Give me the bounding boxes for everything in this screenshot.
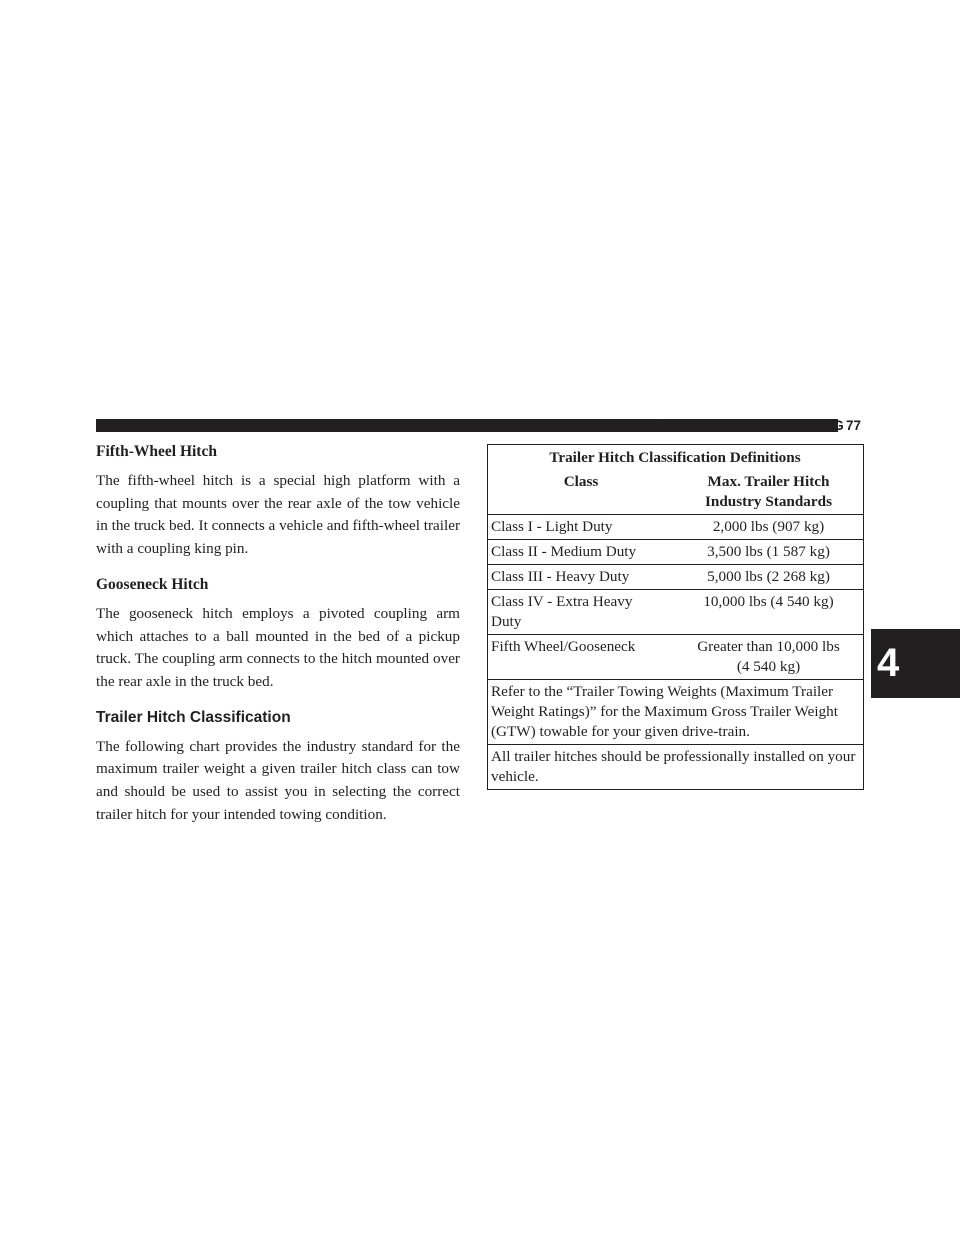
header-max-line1: Max. Trailer Hitch (707, 473, 830, 490)
table-row (488, 635, 864, 680)
classification-heading: Trailer Hitch Classification (96, 708, 291, 726)
table-row (488, 515, 864, 540)
header-max-line2: Industry Standards (704, 493, 833, 510)
max-weight-cell (675, 635, 864, 680)
class-cell: Fifth Wheel/Gooseneck (488, 635, 676, 680)
table-note-gtw: Refer to the “Trailer Towing Weights (Maximum Trailer Weight Ratings)” for the Maximum Gross Trailer Weight (GTW) towable for your given drive-train. (488, 680, 864, 745)
section-title: STARTING AND OPERATING (656, 418, 844, 433)
class-cell: Class I - Light Duty (488, 515, 676, 540)
table-note-row (488, 745, 864, 790)
table-row (488, 590, 864, 635)
max-weight-cell: 2,000 lbs (907 kg) (675, 515, 864, 540)
table-header-row (488, 470, 864, 515)
class-cell: Class II - Medium Duty (488, 540, 676, 565)
fifth-wheel-paragraph: The fifth-wheel hitch is a special high platform with a coupling that mounts over the rear axle of the tow vehicle in the truck bed. It connects a vehicle and fifth-wheel trailer with a coupling king pin. (96, 472, 460, 558)
gooseneck-heading: Gooseneck Hitch (96, 575, 209, 593)
header-max-weight (675, 470, 864, 515)
max-weight-line1: Greater than 10,000 lbs (697, 638, 840, 655)
max-weight-line2: (4 540 kg) (736, 658, 801, 675)
table-note-install: All trailer hitches should be professionally installed on your vehicle. (488, 745, 864, 790)
header-class: Class (488, 470, 676, 515)
hitch-classification-table (487, 444, 864, 790)
table-note-row (488, 680, 864, 745)
table-row (488, 540, 864, 565)
class-cell: Class IV - Extra Heavy Duty (488, 590, 676, 635)
gooseneck-paragraph: The gooseneck hitch employs a pivoted coupling arm which attaches to a ball mounted in the bed of a pickup truck. The coupling arm connects to the hitch mounted over the rear axle in the truck bed. (96, 604, 460, 690)
max-weight-cell: 10,000 lbs (4 540 kg) (675, 590, 864, 635)
max-weight-cell: 3,500 lbs (1 587 kg) (675, 540, 864, 565)
fifth-wheel-heading: Fifth-Wheel Hitch (96, 443, 217, 460)
page-number: 77 (846, 418, 862, 433)
body-text-column (96, 440, 460, 826)
table-title: Trailer Hitch Classification Definitions (488, 445, 864, 471)
table-row (488, 565, 864, 590)
class-cell: Class III - Heavy Duty (488, 565, 676, 590)
chapter-number: 4 (877, 641, 900, 685)
table-title-row (488, 445, 864, 471)
classification-paragraph: The following chart provides the industry standard for the maximum trailer weight a given trailer hitch class can tow and should be used to assist you in selecting the correct trailer hitch for your intended towing condition. (96, 737, 460, 823)
chapter-tab (871, 629, 960, 698)
max-weight-cell: 5,000 lbs (2 268 kg) (675, 565, 864, 590)
